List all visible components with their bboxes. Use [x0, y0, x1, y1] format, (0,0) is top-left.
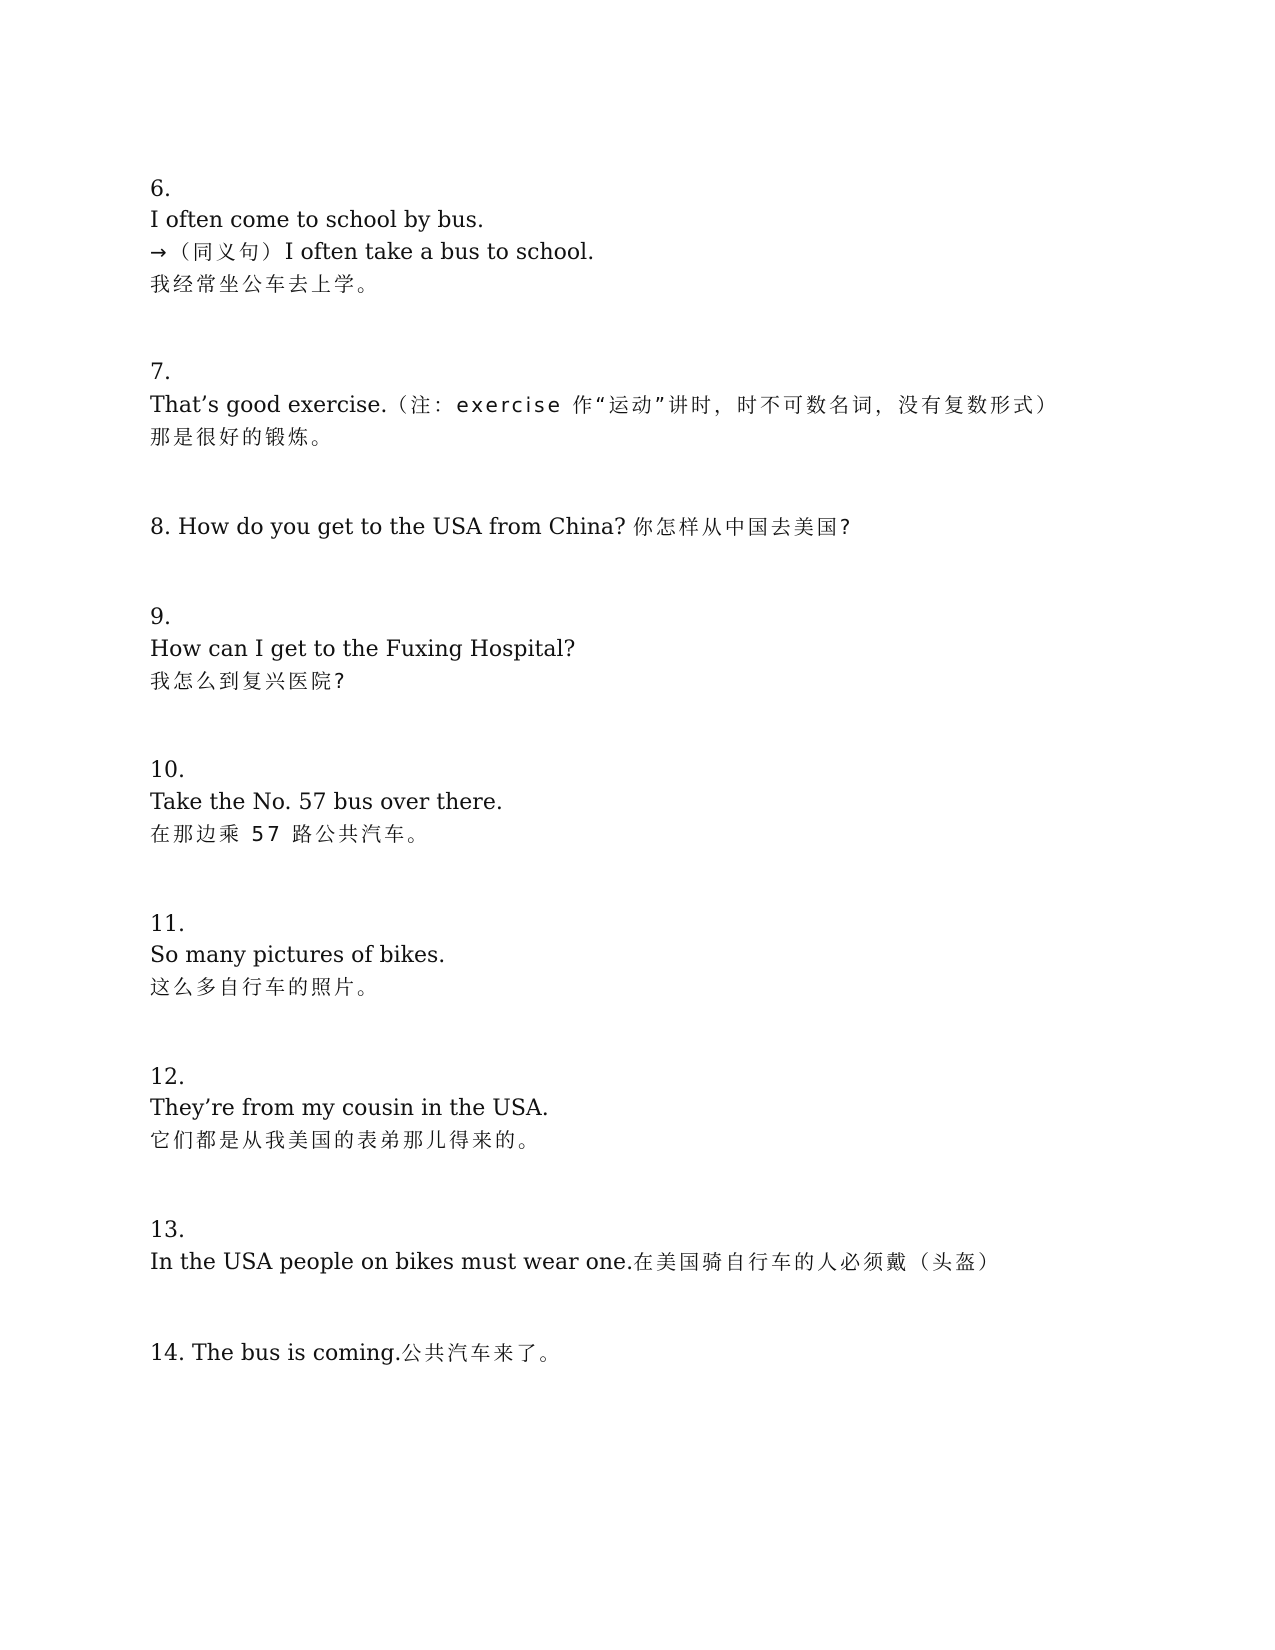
- item-11-english: So many pictures of bikes.: [150, 943, 446, 968]
- item-8-chinese: 你怎样从中国去美国?: [632, 515, 854, 539]
- item-7-english: That’s good exercise.: [150, 393, 388, 418]
- item-6-chinese: 我经常坐公车去上学。: [150, 272, 380, 296]
- item-13-chinese: 在美国骑自行车的人必须戴（头盔）: [633, 1250, 1002, 1274]
- item-7-chinese: 那是很好的锻炼。: [150, 425, 334, 449]
- item-7-number: 7.: [150, 360, 171, 385]
- item-9-chinese: 我怎么到复兴医院?: [150, 669, 348, 693]
- item-12-number: 12.: [150, 1065, 185, 1090]
- item-14-chinese: 公共汽车来了。: [401, 1341, 563, 1365]
- item-14-line: [150, 1337, 562, 1370]
- item-10-english: Take the No. 57 bus over there.: [150, 790, 503, 815]
- item-6-english: I often come to school by bus.: [150, 208, 484, 233]
- item-6-synonym-english: I often take a bus to school.: [284, 240, 595, 265]
- item-8-english: 8. How do you get to the USA from China?: [150, 515, 626, 540]
- item-10-number: 10.: [150, 758, 185, 783]
- item-12-english: They’re from my cousin in the USA.: [150, 1096, 549, 1121]
- item-13-english: In the USA people on bikes must wear one.: [150, 1250, 634, 1275]
- item-6-number: 6.: [150, 177, 171, 202]
- item-7-english-line: [150, 389, 1059, 422]
- item-13-number: 13.: [150, 1218, 185, 1243]
- item-8-line: [150, 511, 853, 544]
- item-6-synonym-prefix: →（同义句）: [150, 240, 285, 264]
- item-9-english: How can I get to the Fuxing Hospital?: [150, 637, 576, 662]
- item-14-english: 14. The bus is coming.: [150, 1341, 402, 1366]
- item-10-chinese: 在那边乘 57 路公共汽车。: [150, 822, 431, 846]
- item-6-synonym: [150, 236, 594, 269]
- item-11-number: 11.: [150, 912, 185, 937]
- item-9-number: 9.: [150, 605, 171, 630]
- item-12-chinese: 它们都是从我美国的表弟那儿得来的。: [150, 1128, 541, 1152]
- item-7-note: （注：exercise 作“运动”讲时，时不可数名词，没有复数形式）: [387, 393, 1059, 417]
- item-13-line: [150, 1246, 1001, 1279]
- item-11-chinese: 这么多自行车的照片。: [150, 975, 380, 999]
